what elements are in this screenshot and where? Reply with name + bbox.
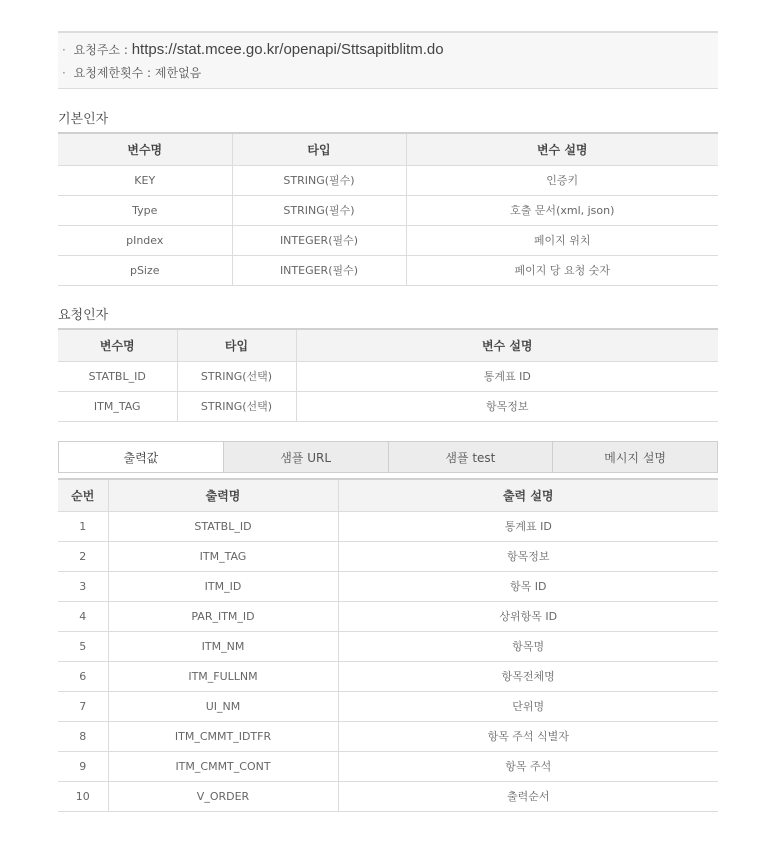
request-url[interactable]: https://stat.mcee.go.kr/openapi/Sttsapitblitm.do <box>131 41 444 58</box>
output-desc: 단위명 <box>338 691 718 721</box>
param-type: STRING(선택) <box>177 361 296 391</box>
output-desc: 항목 주석 식별자 <box>338 721 718 751</box>
row-number: 2 <box>58 541 108 571</box>
output-name: V_ORDER <box>108 781 338 811</box>
column-header: 출력명 <box>108 479 338 511</box>
param-type: STRING(선택) <box>177 391 296 421</box>
table-row <box>58 661 718 691</box>
row-number: 6 <box>58 661 108 691</box>
output-name: ITM_TAG <box>108 541 338 571</box>
output-name: ITM_CMMT_IDTFR <box>108 721 338 751</box>
row-number: 3 <box>58 571 108 601</box>
bullet-icon: · <box>62 66 66 80</box>
output-name: ITM_FULLNM <box>108 661 338 691</box>
table-row <box>58 361 718 391</box>
param-name: Type <box>58 195 232 225</box>
param-name: KEY <box>58 165 232 195</box>
bullet-icon: · <box>62 43 66 57</box>
output-name: ITM_NM <box>108 631 338 661</box>
table-header-row <box>58 133 718 165</box>
output-name: PAR_ITM_ID <box>108 601 338 631</box>
table-row <box>58 631 718 661</box>
request-limit-value: 제한없음 <box>154 66 202 80</box>
param-desc: 통계표 ID <box>296 361 718 391</box>
row-number: 8 <box>58 721 108 751</box>
column-header: 변수 설명 <box>406 133 718 165</box>
table-row <box>58 195 718 225</box>
param-name: pIndex <box>58 225 232 255</box>
table-row <box>58 541 718 571</box>
request-info-box <box>58 31 718 89</box>
output-table <box>58 478 718 812</box>
param-desc: 항목정보 <box>296 391 718 421</box>
output-desc: 상위항목 ID <box>338 601 718 631</box>
row-number: 5 <box>58 631 108 661</box>
column-header: 변수 설명 <box>296 329 718 361</box>
basic-params-title: 기본인자 <box>58 112 109 127</box>
column-header: 타입 <box>232 133 406 165</box>
table-row <box>58 571 718 601</box>
output-desc: 항목전체명 <box>338 661 718 691</box>
table-row <box>58 601 718 631</box>
row-number: 1 <box>58 511 108 541</box>
param-desc: 인증키 <box>406 165 718 195</box>
output-tabs <box>58 441 718 473</box>
output-name: STATBL_ID <box>108 511 338 541</box>
output-desc: 항목정보 <box>338 541 718 571</box>
request-url-label: 요청주소 : <box>73 43 128 57</box>
tab-message-desc[interactable]: 메시지 설명 <box>552 442 717 472</box>
table-row <box>58 781 718 811</box>
param-type: STRING(필수) <box>232 165 406 195</box>
table-row <box>58 751 718 781</box>
table-row <box>58 225 718 255</box>
output-desc: 항목명 <box>338 631 718 661</box>
request-params-title: 요청인자 <box>58 308 109 323</box>
output-desc: 출력순서 <box>338 781 718 811</box>
request-params-table <box>58 328 718 422</box>
param-type: INTEGER(필수) <box>232 255 406 285</box>
table-row <box>58 691 718 721</box>
column-header: 변수명 <box>58 133 232 165</box>
param-desc: 호출 문서(xml, json) <box>406 195 718 225</box>
row-number: 10 <box>58 781 108 811</box>
output-desc: 통계표 ID <box>338 511 718 541</box>
row-number: 9 <box>58 751 108 781</box>
table-row <box>58 165 718 195</box>
tab-output[interactable]: 출력값 <box>59 442 223 472</box>
row-number: 7 <box>58 691 108 721</box>
tab-sample-url[interactable]: 샘플 URL <box>223 442 388 472</box>
output-name: ITM_CMMT_CONT <box>108 751 338 781</box>
param-type: INTEGER(필수) <box>232 225 406 255</box>
output-name: UI_NM <box>108 691 338 721</box>
table-row <box>58 721 718 751</box>
column-header: 변수명 <box>58 329 177 361</box>
column-header: 타입 <box>177 329 296 361</box>
column-header: 출력 설명 <box>338 479 718 511</box>
param-desc: 페이지 당 요청 숫자 <box>406 255 718 285</box>
param-type: STRING(필수) <box>232 195 406 225</box>
table-row <box>58 391 718 421</box>
request-limit-label: 요청제한횟수 : <box>73 66 152 80</box>
row-number: 4 <box>58 601 108 631</box>
param-name: STATBL_ID <box>58 361 177 391</box>
output-desc: 항목 주석 <box>338 751 718 781</box>
tab-sample-test[interactable]: 샘플 test <box>388 442 553 472</box>
param-desc: 페이지 위치 <box>406 225 718 255</box>
column-header: 순번 <box>58 479 108 511</box>
table-header-row <box>58 479 718 511</box>
table-row <box>58 511 718 541</box>
output-name: ITM_ID <box>108 571 338 601</box>
request-limit-line <box>62 64 201 81</box>
request-url-line <box>62 41 444 58</box>
param-name: pSize <box>58 255 232 285</box>
basic-params-table <box>58 132 718 286</box>
table-header-row <box>58 329 718 361</box>
output-desc: 항목 ID <box>338 571 718 601</box>
table-row <box>58 255 718 285</box>
param-name: ITM_TAG <box>58 391 177 421</box>
